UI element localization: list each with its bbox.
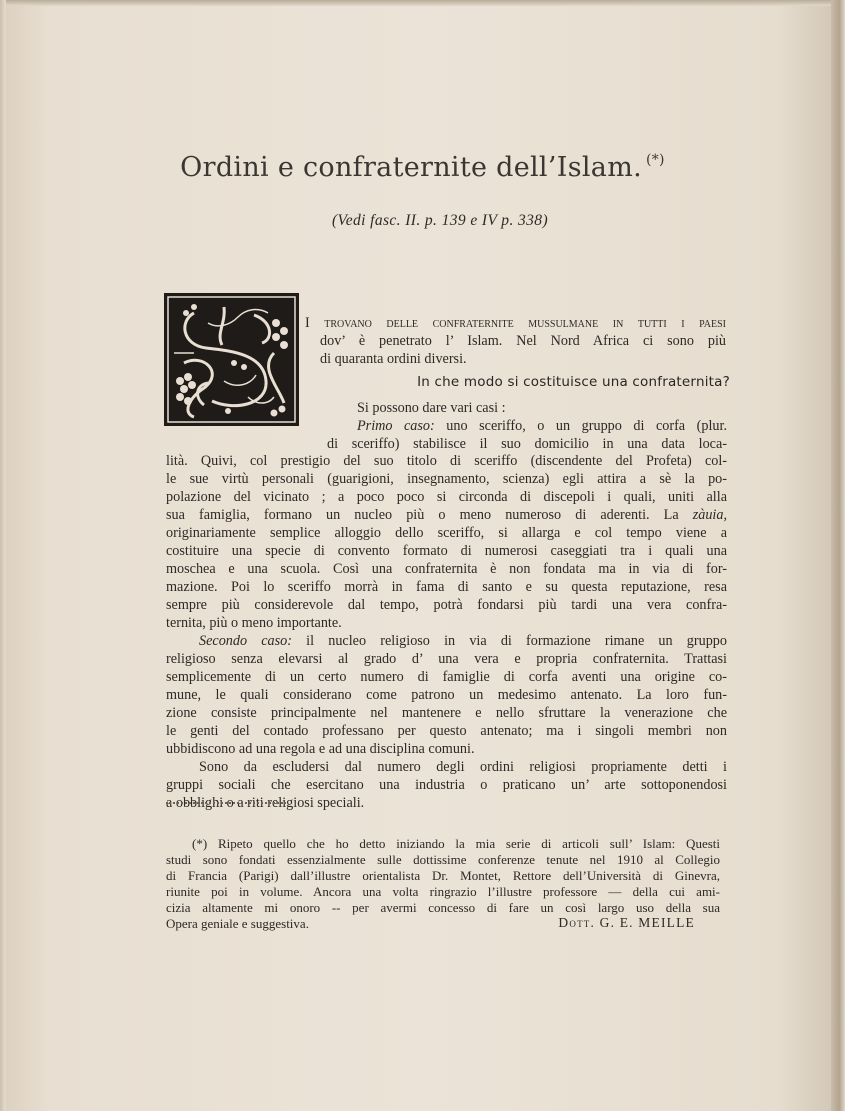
body-line: mazione. Poi lo sceriffo morrà in fama di santo e su questa reputazione, resa (166, 579, 727, 595)
footnote-line: Opera geniale e suggestiva. (166, 916, 309, 931)
body-line: ubbidiscono ad una regola e ad una disciplina comuni. (166, 741, 475, 757)
ornamental-initial-s-icon (164, 293, 299, 426)
article-title (120, 152, 725, 183)
footnote-line: (*) Ripeto quello che ho detto iniziando la mia serie di articoli sull’ Islam: Questi (192, 836, 720, 851)
body-line: Primo caso: uno sceriffo, o un gruppo di corfa (plur. (357, 418, 727, 434)
body-line: mune, le quali considerano come patrono un medesimo antenato. La loro fun- (166, 687, 727, 703)
body-line: costituire una specie di convento formato di numerosi caseggiati tra i quali una (166, 543, 727, 559)
body-line: I trovano delle confraternite mussulmane in tutti i paesi (305, 315, 726, 331)
body-line: Secondo caso: il nucleo religioso in via di formazione rimane un gruppo (199, 633, 727, 649)
author-signature: Dott. G. E. MEILLE (558, 915, 695, 930)
body-line: le sue virtù personali (guarigioni, insegnamento, scienza) egli attira a sè la po- (166, 471, 727, 487)
body-line: di sceriffo) stabilisce il suo domicilio in una data loca- (327, 436, 727, 452)
body-line: Sono da escludersi dal numero degli ordini religiosi propriamente detti i (199, 759, 727, 775)
body-line: le genti del contado professano per questo antenato; ma i singoli membri non (166, 723, 727, 739)
body-line: religioso senza elevarsi al grado d’ una vera e propria confraternita. Trattasi (166, 651, 727, 667)
body-line: moschea e una scuola. Così una confraternita è non fondata ma in via di for- (166, 561, 727, 577)
footnote-line: di Francia (Parigi) dall’illustre orientalista Dr. Montet, Rettore dell’Università di Ginevra, (166, 868, 720, 883)
body-line: sempre più considerevole dal tempo, potrà fondarsi più tardi una vera confra- (166, 597, 727, 613)
body-line: a obblighi o a riti religiosi speciali. (166, 795, 365, 811)
body-line: sua famiglia, formano un nucleo più o meno numeroso di aderenti. La zàuia, (166, 507, 727, 523)
page-top-edge (0, 0, 845, 6)
body-line: di quaranta ordini diversi. (320, 351, 467, 367)
binding-spine (831, 0, 845, 1111)
body-line: ternita, più o meno importante. (166, 615, 342, 631)
article-subtitle: (Vedi fasc. II. p. 139 e IV p. 338) (331, 212, 549, 229)
body-line: lità. Quivi, col prestigio del suo titolo di sceriffo (discendente del Profeta) col- (166, 453, 727, 469)
body-line: gruppi sociali che esercitano una industria o praticano un’ arte sottoponendosi (166, 777, 727, 793)
footnote-line: cizia altamente mi onoro -- per avermi concesso di fare un così largo uso della sua (166, 900, 720, 915)
body-line: Si possono dare vari casi : (357, 400, 506, 416)
body-line: zione consiste principalmente nel mantenere e nello sfruttare la venerazione che (166, 705, 727, 721)
section-heading: In che modo si costituisce una confraternita? (417, 374, 730, 390)
body-line: semplicemente di un certo numero di famiglie di corfa aventi una origine co- (166, 669, 727, 685)
page-left-edge (0, 0, 6, 1111)
footnote-separator (166, 802, 286, 804)
title-text: Ordini e confraternite dell’Islam. (180, 152, 642, 183)
body-line: polazione del vicinato ; a poco poco si circonda di discepoli i quali, uniti alla (166, 489, 727, 505)
footnote-line: studi sono fondati essenzialmente sulle dottissime conferenze tenute nel 1910 al Collegio (166, 852, 720, 867)
title-footnote-marker: (*) (646, 152, 665, 168)
footnote-line: riunite poi in volume. Ancora una volta ringrazio l’illustre professore — della cui ami- (166, 884, 720, 899)
body-line: originariamente semplice alloggio dello sceriffo, si allarga e col tempo viene a (166, 525, 727, 541)
body-line: dov’ è penetrato l’ Islam. Nel Nord Africa ci sono più (320, 333, 726, 349)
